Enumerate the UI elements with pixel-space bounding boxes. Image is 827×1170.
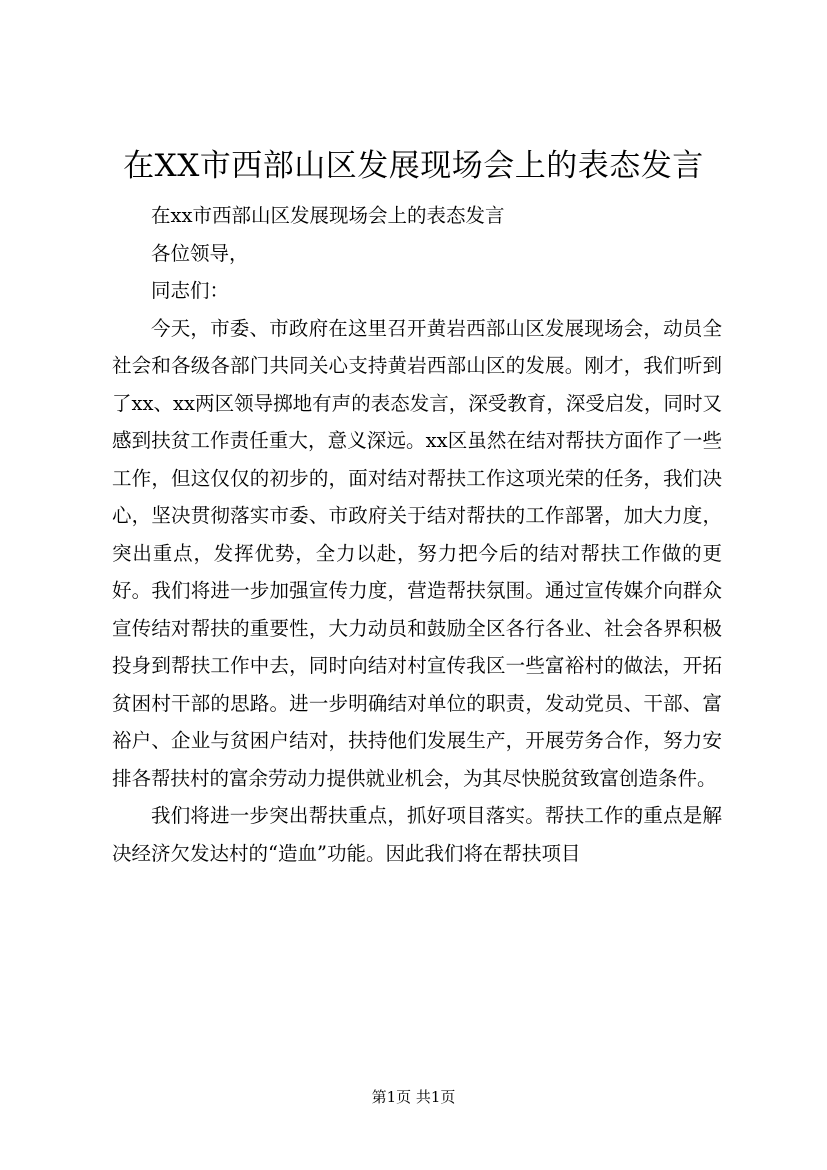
- body-paragraph-salutation-leaders: 各位领导，: [151, 241, 249, 265]
- document-body: [112, 197, 722, 872]
- body-paragraph: 我们将进一步突出帮扶重点，抓好项目落实。帮扶工作的重点是解决经济欠发达村的“造血”功能。因此我们将在帮扶项目: [112, 804, 722, 865]
- body-paragraph-subtitle: 在xx市西部山区发展现场会上的表态发言: [151, 204, 505, 227]
- body-paragraph: 今天，市委、市政府在这里召开黄岩西部山区发展现场会，动员全社会和各级各部门共同关心支持黄岩西部山区的发展。刚才，我们听到了xx、xx两区领导掷地有声的表态发言，深受教育，深受启发，同时又感到扶贫工作责任重大，意义深远。xx区虽然在结对帮扶方面作了一些工作，但这仅仅的初步的，面对结对帮扶工作这项光荣的任务，我们决心，坚决贯彻落实市委、市政府关于结对帮扶的工作部署，加大力度，突出重点，发挥优势，全力以赴，努力把今后的结对帮扶工作做的更好。我们将进一步加强宣传力度，营造帮扶氛围。通过宣传媒介向群众宣传结对帮扶的重要性，大力动员和鼓励全区各行各业、社会各界积极投身到帮扶工作中去，同时向结对村宣传我区一些富裕村的做法，开拓贫困村干部的思路。进一步明确结对单位的职责，发动党员、干部、富裕户、企业与贫困户结对，扶持他们发展生产，开展劳务合作，努力安排各帮扶村的富余劳动力提供就业机会，为其尽快脱贫致富创造条件。: [112, 316, 722, 790]
- page-number-footer: 第1页 共1页: [371, 1088, 456, 1106]
- document-title: 在XX市西部山区发展现场会上的表态发言: [123, 148, 704, 184]
- body-paragraph-salutation-comrades: 同志们：: [151, 279, 230, 302]
